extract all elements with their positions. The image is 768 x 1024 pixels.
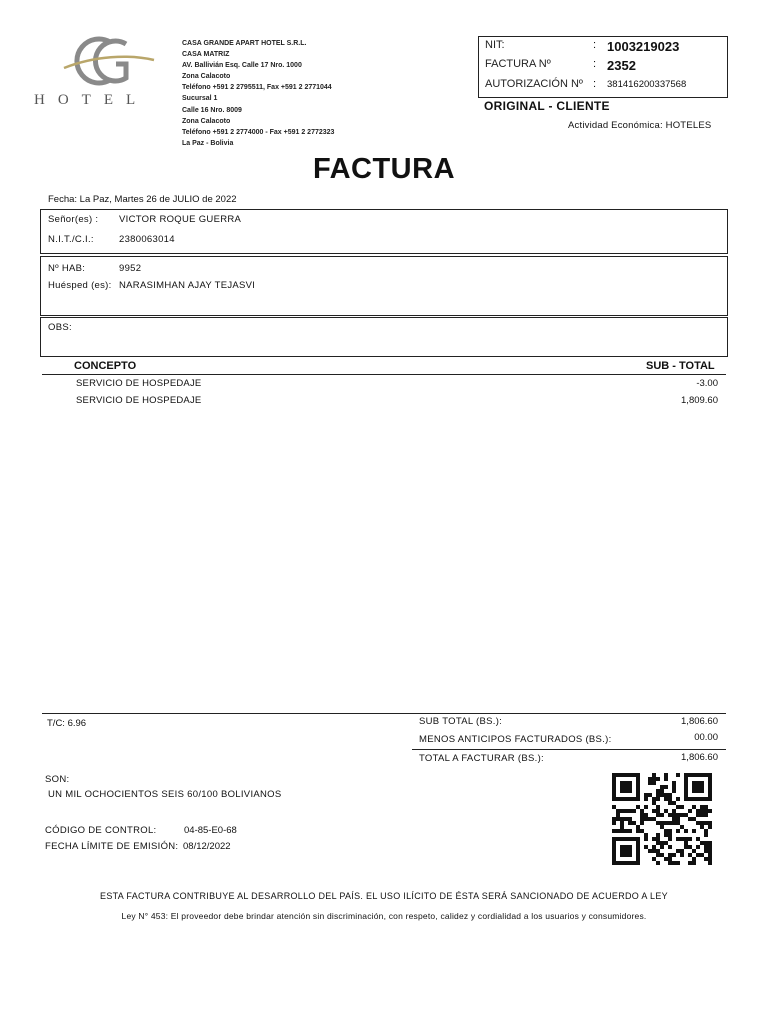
control-code-label: CÓDIGO DE CONTROL:	[45, 825, 157, 836]
obs-label: OBS:	[48, 322, 72, 333]
company-line: Calle 16 Nro. 8009	[182, 106, 242, 114]
company-line: Zona Calacoto	[182, 73, 231, 81]
table-row-amount: -3.00	[696, 378, 718, 389]
company-info	[182, 38, 334, 149]
legal-notice: ESTA FACTURA CONTRIBUYE AL DESARROLLO DEL PAÍS. EL USO ILÍCITO DE ÉSTA SERÁ SANCIONADO DE ACUERDO A LEY	[100, 891, 668, 901]
amount-words-label: SON:	[45, 774, 70, 785]
room-label: Nº HAB:	[48, 263, 86, 274]
client-nit-label: N.I.T./C.I.:	[48, 234, 94, 245]
client-box	[40, 209, 728, 254]
factura-number: 2352	[607, 58, 636, 73]
control-code: 04-85-E0-68	[184, 825, 237, 836]
guest-name: NARASIMHAN AJAY TEJASVI	[119, 280, 256, 291]
factura-label: FACTURA Nº	[485, 58, 551, 70]
company-line: Teléfono +591 2 2774000 - Fax +591 2 2772323	[182, 128, 335, 136]
nit-label: NIT:	[485, 39, 505, 51]
autorizacion-label: AUTORIZACIÓN Nº	[485, 78, 583, 90]
exchange-rate: T/C: 6.96	[47, 718, 87, 729]
anticipos-value: 00.00	[694, 732, 718, 743]
invoice-id-box	[478, 36, 728, 98]
company-line: Zona Calacoto	[182, 117, 231, 125]
table-row-desc: SERVICIO DE HOSPEDAJE	[76, 395, 202, 406]
separator: :	[593, 39, 597, 51]
observations-box	[40, 317, 728, 357]
company-line: La Paz - Bolivia	[182, 139, 234, 147]
company-line: CASA GRANDE APART HOTEL S.R.L.	[182, 40, 307, 47]
guest-label: Huésped (es):	[48, 280, 112, 291]
client-name-label: Señor(es) :	[48, 214, 99, 225]
client-nit: 2380063014	[119, 234, 175, 245]
separator: :	[593, 78, 597, 90]
subtotal-header: SUB - TOTAL	[646, 360, 715, 372]
nit-value: 1003219023	[607, 39, 680, 54]
room-box	[40, 256, 728, 316]
company-line: Sucursal 1	[182, 95, 218, 103]
amount-in-words: UN MIL OCHOCIENTOS SEIS 60/100 BOLIVIANOS	[48, 789, 282, 800]
concept-header: CONCEPTO	[74, 360, 137, 372]
subtotal-label: SUB TOTAL (BS.):	[419, 716, 503, 727]
page-title: FACTURA	[312, 153, 456, 185]
totals-divider	[42, 713, 726, 714]
table-divider	[42, 374, 726, 375]
total-label: TOTAL A FACTURAR (BS.):	[419, 753, 544, 764]
emission-limit-label: FECHA LÍMITE DE EMISIÓN:	[45, 841, 179, 852]
qr-code	[612, 773, 712, 865]
anticipos-label: MENOS ANTICIPOS FACTURADOS (BS.):	[419, 734, 612, 745]
separator: :	[593, 58, 597, 70]
company-line: CASA MATRIZ	[182, 51, 230, 59]
autorizacion-number: 381416200337568	[607, 79, 687, 90]
client-name: VICTOR ROQUE GUERRA	[119, 214, 242, 225]
total-value: 1,806.60	[681, 752, 718, 763]
table-row-amount: 1,809.60	[681, 395, 718, 406]
economic-activity: Actividad Económica: HOTELES	[568, 120, 712, 131]
copy-type: ORIGINAL - CLIENTE	[484, 99, 610, 113]
emission-limit-date: 08/12/2022	[183, 841, 231, 852]
company-line: Teléfono +591 2 2795511, Fax +591 2 2771044	[182, 84, 332, 92]
room-number: 9952	[119, 263, 142, 274]
subtotal-value: 1,806.60	[681, 716, 718, 727]
total-divider	[412, 749, 726, 750]
consumer-law-notice: Ley N° 453: El proveedor debe brindar atención sin discriminación, con respeto, calidez y cordialidad a los usuarios y consumidores.	[121, 911, 647, 921]
table-row-desc: SERVICIO DE HOSPEDAJE	[76, 378, 202, 389]
company-line: AV. Ballivián Esq. Calle 17 Nro. 1000	[182, 62, 302, 70]
hotel-wordmark: HOTEL	[34, 92, 149, 108]
invoice-date: Fecha: La Paz, Martes 26 de JULIO de 2022	[48, 194, 237, 205]
